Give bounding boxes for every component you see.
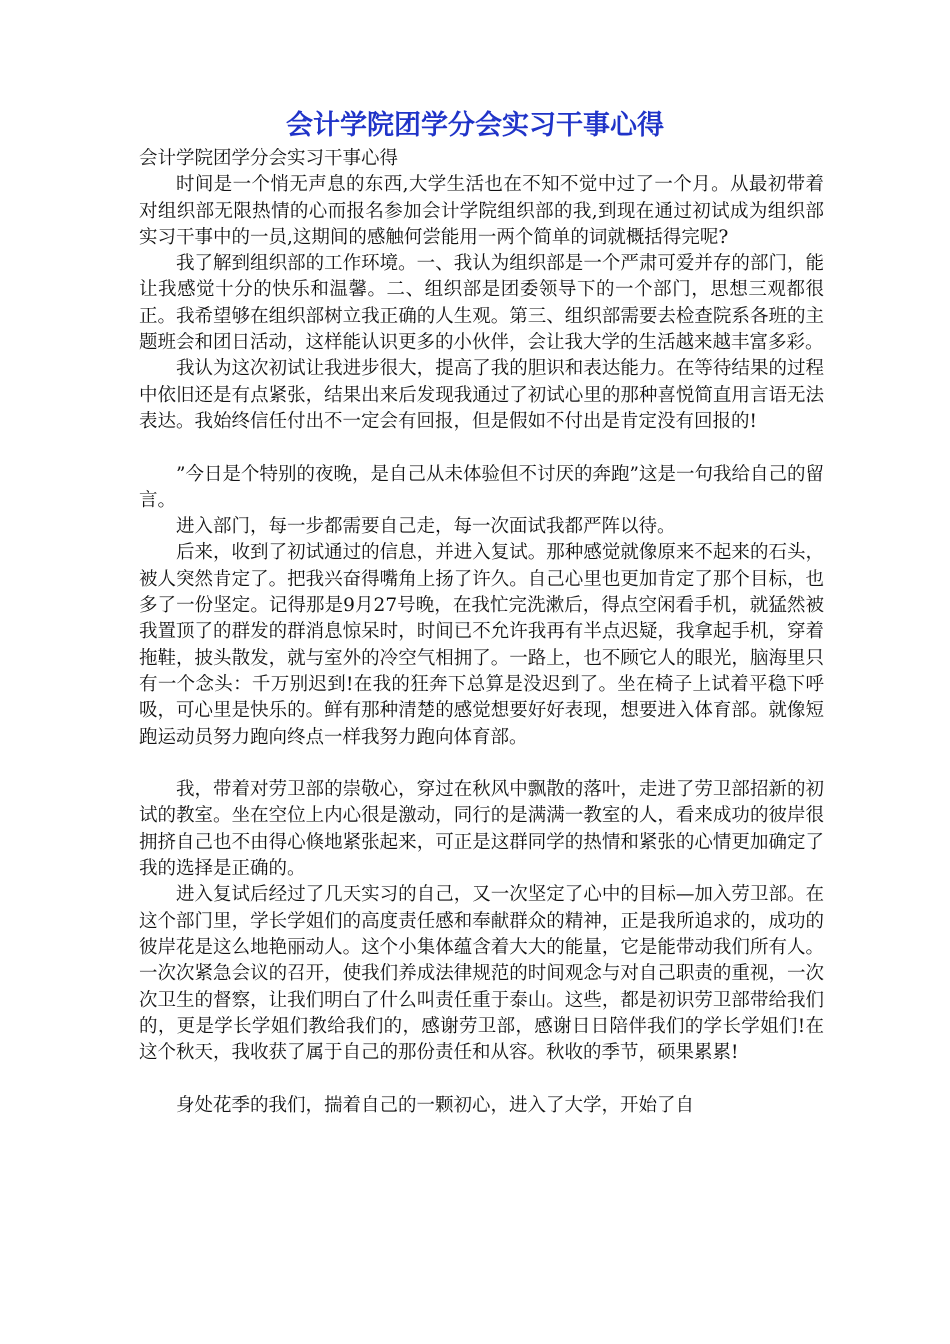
paragraph-3: 我认为这次初试让我进步很大，提高了我的胆识和表达能力。在等待结果的过程中依旧还是有点紧张，结果出来后发现我通过了初试心里的那种喜悦简直用言语无法表达。我始终信任付出不一定会有回报，但是假如不付出是肯定没有回报的! [139, 358, 824, 432]
paragraph-4: ”今日是个特别的夜晚，是自己从未体验但不讨厌的奔跑”这是一句我给自己的留言。 [139, 463, 824, 511]
paragraph-9: 身处花季的我们，揣着自己的一颗初心，进入了大学，开始了自 [176, 1094, 695, 1116]
paragraph-5: 进入部门，每一步都需要自己走，每一次面试我都严阵以待。 [176, 516, 676, 538]
document-body [139, 146, 824, 1119]
paragraph-8: 进入复试后经过了几天实习的自己，又一次坚定了心中的目标—加入劳卫部。在这个部门里，学长学姐们的高度责任感和奉献群众的精神，正是我所追求的，成功的彼岸花是这么地艳丽动人。这个小集体蕴含着大大的能量，它是能带动我们所有人。一次次紧急会议的召开，使我们养成法律规范的时间观念与对自己职责的重视，一次次卫生的督察，让我们明白了什么叫责任重于泰山。这些，都是初识劳卫部带给我们的，更是学长学姐们教给我们的，感谢劳卫部，感谢日日陪伴我们的学长学姐们!在这个秋天，我收获了属于自己的那份责任和从容。秋收的季节，硕果累累! [139, 884, 824, 1064]
paragraph-2: 我了解到组织部的工作环境。一、我认为组织部是一个严肃可爱并存的部门，能让我感觉十分的快乐和温馨。二、组织部是团委领导下的一个部门，思想三观都很正。我希望够在组织部树立我正确的人生观。第三、组织部需要去检查院系各班的主题班会和团日活动，这样能认识更多的小伙伴，会让我大学的生活越来越丰富多彩。 [139, 253, 824, 354]
paragraph-7: 我，带着对劳卫部的崇敬心，穿过在秋风中飘散的落叶，走进了劳卫部招新的初试的教室。坐在空位上内心很是激动，同行的是满满一教室的人，看来成功的彼岸很拥挤自己也不由得心倏地紧张起来，可正是这群同学的热情和紧张的心情更加确定了我的选择是正确的。 [139, 779, 824, 880]
paragraph-6: 后来，收到了初试通过的信息，并进入复试。那种感觉就像原来不起来的石头，被人突然肯定了。把我兴奋得嘴角上扬了许久。自己心里也更加肯定了那个目标，也多了一份坚定。记得那是9月27号晚，在我忙完洗漱后，得点空闲看手机，就猛然被我置顶了的群发的群消息惊呆时，时间已不允许我再有半点迟疑，我拿起手机，穿着拖鞋，披头散发，就与室外的冷空气相拥了。一路上，也不顾它人的眼光，脑海里只有一个念头：千万别迟到!在我的狂奔下总算是没迟到了。坐在椅子上试着平稳下呼吸，可心里是快乐的。鲜有那种清楚的感觉想要好好表现，想要进入体育部。就像短跑运动员努力跑向终点一样我努力跑向体育部。 [139, 542, 824, 748]
paragraph-1: 时间是一个悄无声息的东西,大学生活也在不知不觉中过了一个月。从最初带着对组织部无限热情的心而报名参加会计学院组织部的我,到现在通过初试成为组织部实习干事中的一员,这期间的感触何尝能用一两个简单的词就概括得完呢? [139, 174, 824, 248]
subtitle-line: 会计学院团学分会实习干事心得 [139, 148, 399, 169]
document-title: 会计学院团学分会实习干事心得 [286, 110, 664, 141]
